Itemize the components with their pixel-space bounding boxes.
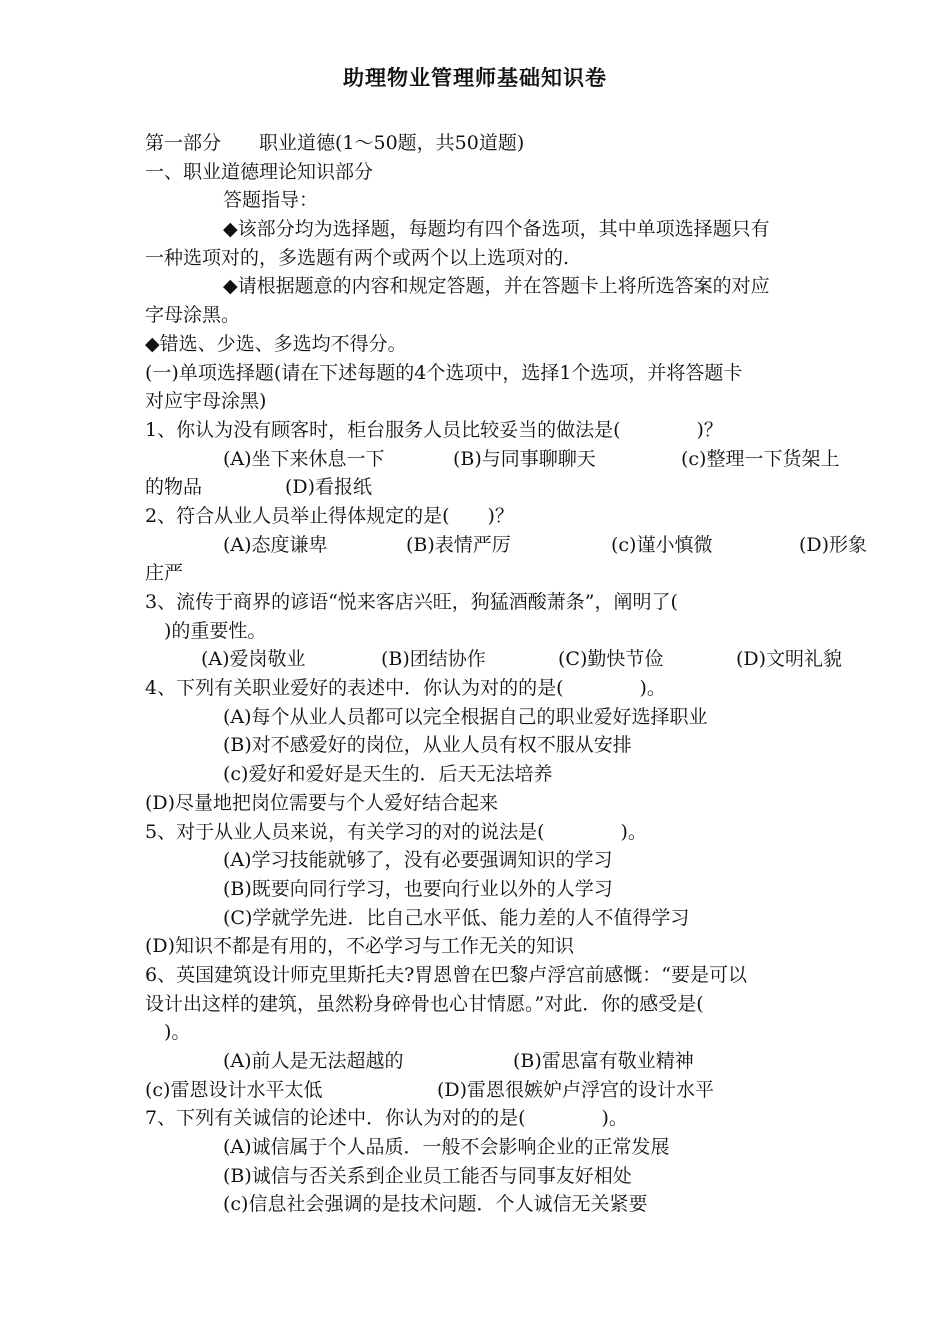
question-1: 1、你认为没有顾客时，柜台服务人员比较妥当的做法是( )？ — [145, 418, 723, 441]
question-2-options — [145, 531, 880, 560]
option-b: (B)雷思富有敬业精神 — [513, 1050, 694, 1072]
question-3-options — [145, 645, 880, 674]
option-b: (B)与同事聊聊天 — [453, 447, 596, 470]
option-c: 的物品 — [145, 476, 203, 499]
option-c: (c)雷恩设计水平太低 — [145, 1078, 323, 1101]
question-2: 2、符合从业人员举止得体规定的是( )？ — [145, 504, 514, 527]
option-c: (C)学就学先进．比自己水平低、能力差的人不值得学习 — [223, 906, 690, 929]
option-c: (c)信息社会强调的是技术问题．个人诚信无关紧要 — [223, 1193, 648, 1216]
option-a: (A)前人是无法超越的 — [223, 1050, 404, 1072]
option-a: (A)态度谦卑 — [223, 533, 328, 556]
guide-label: 答题指导： — [223, 189, 319, 212]
question-6-options — [145, 1047, 880, 1076]
option-d: (D)看报纸 — [285, 476, 373, 499]
option-d: (D)知识不都是有用的，不必学习与工作无关的知识 — [145, 935, 575, 958]
question-2-options: 庄严 — [145, 562, 184, 585]
question-4: 4、下列有关职业爱好的表述中．你认为对的的是( )。 — [145, 677, 666, 700]
option-b: (B)既要向同行学习，也要向行业以外的人学习 — [223, 877, 613, 900]
single-choice-heading: (一)单项选择题(请在下述每题的4个选项中，选择1个选项，并将答题卡 — [145, 361, 743, 384]
single-choice-heading: 对应宇母涂黑) — [145, 390, 267, 413]
option-c: (C)勤快节俭 — [558, 648, 664, 671]
guide-text: ◆请根据题意的内容和规定答题，并在答题卡上将所选答案的对应 — [223, 275, 770, 298]
question-6: 6、英国建筑设计师克里斯托夫?胃恩曾在巴黎卢浮宫前感慨：“要是可以 — [145, 963, 747, 986]
option-b: (B)表情严厉 — [406, 533, 511, 556]
guide-text: 一种选项对的，多选题有两个或两个以上选项对的. — [145, 246, 570, 269]
section-heading: 一、职业道德理论知识部分 — [145, 160, 374, 183]
option-a: (A)爱岗敬业 — [201, 648, 306, 671]
option-b: (B)团结协作 — [381, 648, 486, 671]
part-heading: 第一部分 职业道德(1～50题，共50道题) — [145, 132, 525, 154]
guide-text: 字母涂黑。 — [145, 304, 241, 327]
guide-text: ◆错选、少选、多选均不得分。 — [145, 332, 407, 355]
option-d: (D)文明礼貌 — [736, 648, 843, 671]
option-c: (c)谨小慎微 — [611, 533, 713, 556]
option-c: (c)整理一下货架上 — [681, 447, 840, 470]
question-7: 7、下列有关诚信的论述中．你认为对的的是( )。 — [145, 1107, 628, 1130]
option-a: (A)诚信属于个人品质．一般不会影响企业的正常发展 — [223, 1136, 670, 1159]
option-a: (A)坐下来休息一下 — [223, 447, 385, 470]
option-b: (B)诚信与否关系到企业员工能否与同事友好相处 — [223, 1164, 632, 1187]
option-d: (D)形象 — [799, 533, 868, 556]
guide-text: ◆该部分均为选择题，每题均有四个备选项，其中单项选择题只有 — [223, 218, 770, 241]
option-d: (D)雷恩很嫉妒卢浮宫的设计水平 — [437, 1078, 715, 1101]
option-a: (A)学习技能就够了，没有必要强调知识的学习 — [223, 849, 613, 872]
question-1-options — [145, 445, 880, 474]
question-6: )。 — [145, 1021, 191, 1044]
question-3: )的重要性。 — [145, 619, 267, 642]
option-d: (D)尽量地把岗位需要与个人爱好结合起来 — [145, 791, 499, 814]
question-6-options — [145, 1076, 880, 1105]
question-5: 5、对于从业人员来说，有关学习的对的说法是( )。 — [145, 820, 647, 843]
question-6: 设计出这样的建筑，虽然粉身碎骨也心甘情愿。”对此．你的感受是( — [145, 992, 704, 1015]
option-c: (c)爱好和爱好是天生的．后天无法培养 — [223, 763, 553, 786]
document-title: 助理物业管理师基础知识卷 — [343, 66, 607, 90]
option-a: (A)每个从业人员都可以完全根据自己的职业爱好选择职业 — [223, 705, 708, 728]
question-1-options — [145, 473, 880, 502]
option-b: (B)对不感爱好的岗位，从业人员有权不服从安排 — [223, 734, 632, 757]
document-body — [145, 129, 880, 1219]
question-3: 3、流传于商界的谚语“悦来客店兴旺，狗猛酒酸萧条”，阐明了( — [145, 591, 678, 613]
